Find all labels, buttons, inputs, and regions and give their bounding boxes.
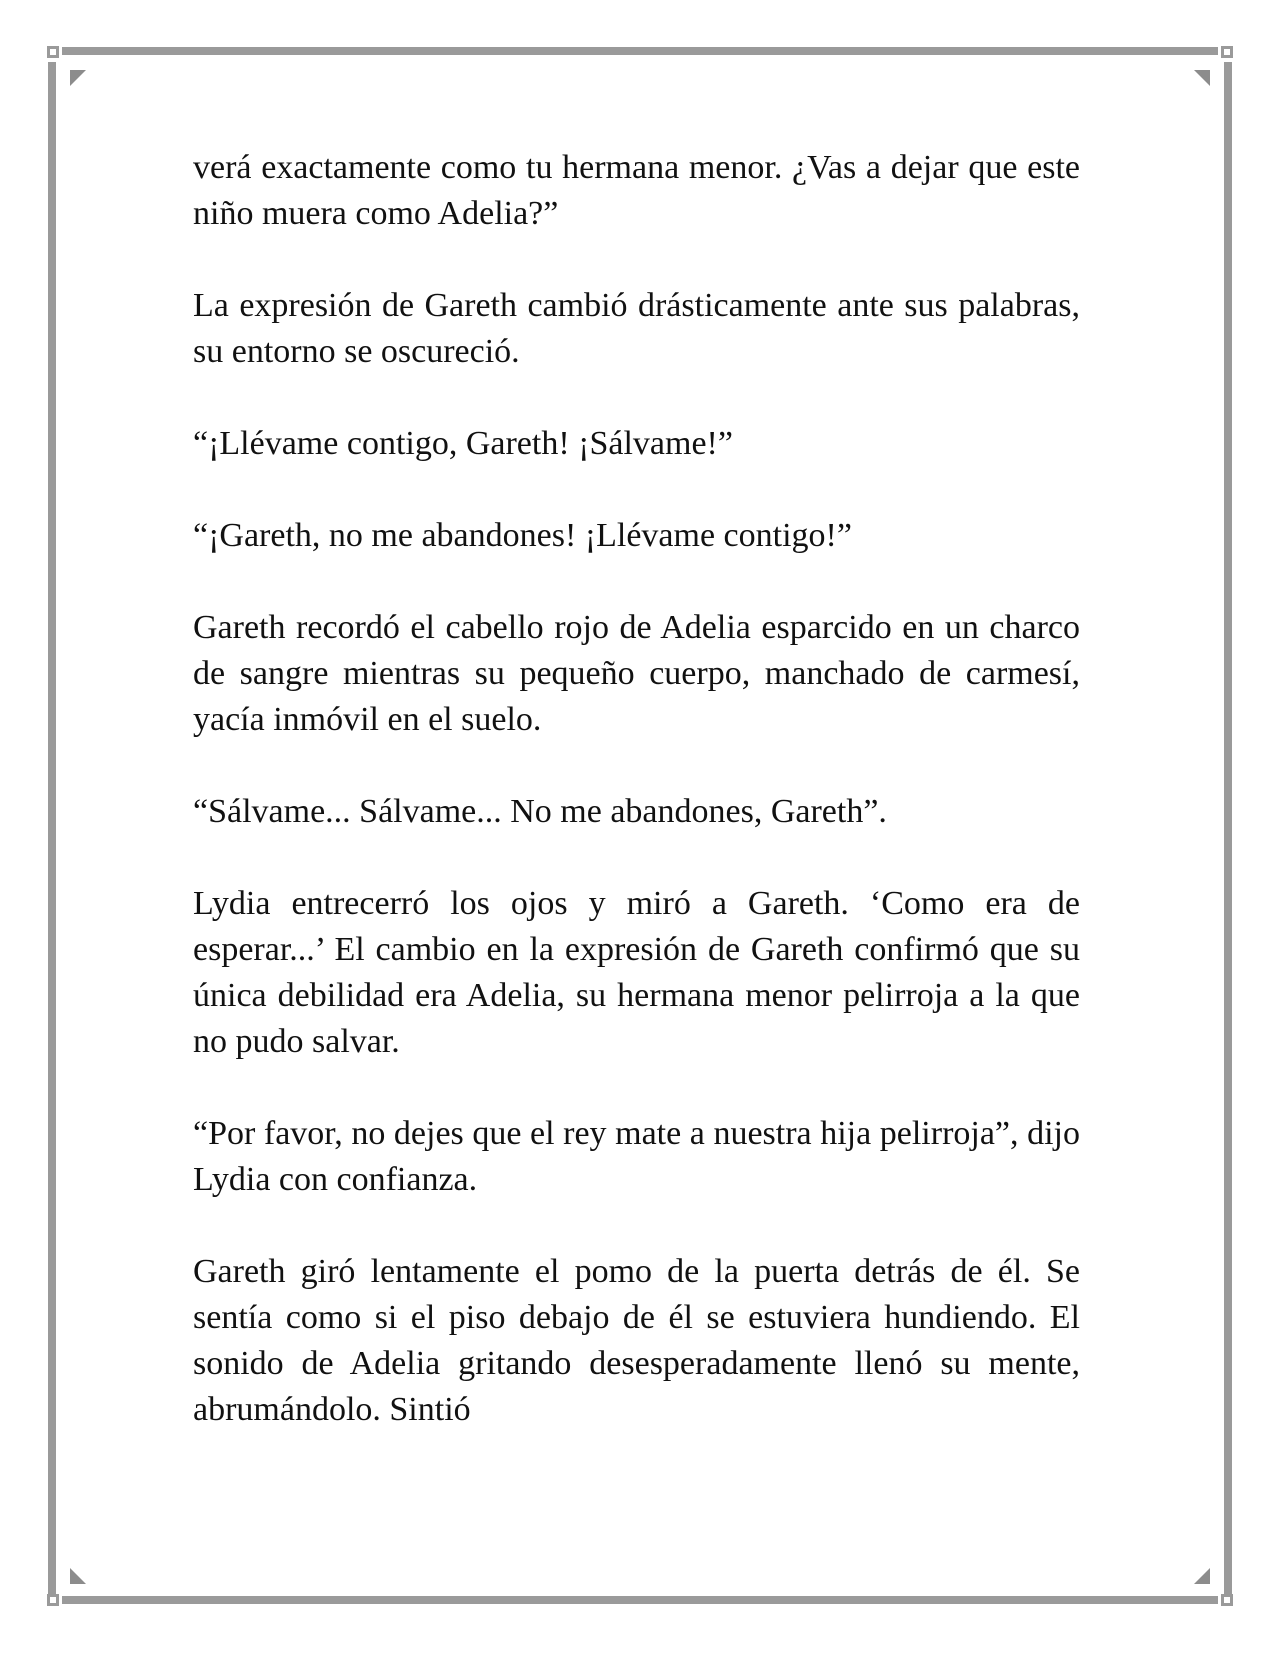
frame-corner-bottom-left xyxy=(47,1594,59,1606)
frame-bottom-border xyxy=(62,1596,1218,1604)
paragraph: Gareth recordó el cabello rojo de Adelia esparcido en un charco de sangre mientras su pequeño cuerpo, manchado de carmesí, yacía inmóvil en el suelo. xyxy=(193,609,1080,738)
paragraph: La expresión de Gareth cambió drásticamente ante sus palabras, su entorno se oscureció. xyxy=(193,287,1080,370)
frame-right-border xyxy=(1224,62,1232,1594)
frame-corner-bottom-right xyxy=(1221,1594,1233,1606)
paragraph: verá exactamente como tu hermana menor. ¿Vas a dejar que este niño muera como Adelia?” xyxy=(193,149,1080,232)
frame-corner-top-left xyxy=(47,46,59,58)
paragraph: Gareth giró lentamente el pomo de la puerta detrás de él. Se sentía como si el piso debajo de él se estuviera hundiendo. El sonido de Adelia gritando desesperadamente llenó su mente, abrumándolo. Sintió xyxy=(193,1253,1080,1428)
paragraph: Lydia entrecerró los ojos y miró a Gareth. ‘Como era de esperar...’ El cambio en la expresión de Gareth confirmó que su única debilidad era Adelia, su hermana menor pelirroja a la que no pudo salvar. xyxy=(193,885,1080,1060)
corner-triangle-bottom-left-icon xyxy=(70,1568,86,1584)
frame-corner-top-right xyxy=(1221,46,1233,58)
corner-triangle-top-left-icon xyxy=(70,70,86,86)
corner-triangle-top-right-icon xyxy=(1194,70,1210,86)
paragraph: “Sálvame... Sálvame... No me abandones, Gareth”. xyxy=(193,793,887,830)
page-text xyxy=(193,145,1080,1433)
frame-left-border xyxy=(48,62,56,1594)
frame-top-border xyxy=(62,47,1218,55)
corner-triangle-bottom-right-icon xyxy=(1194,1568,1210,1584)
paragraph: “¡Llévame contigo, Gareth! ¡Sálvame!” xyxy=(193,425,733,462)
paragraph: “¡Gareth, no me abandones! ¡Llévame contigo!” xyxy=(193,517,852,554)
paragraph: “Por favor, no dejes que el rey mate a nuestra hija pelirroja”, dijo Lydia con confianza. xyxy=(193,1115,1080,1198)
